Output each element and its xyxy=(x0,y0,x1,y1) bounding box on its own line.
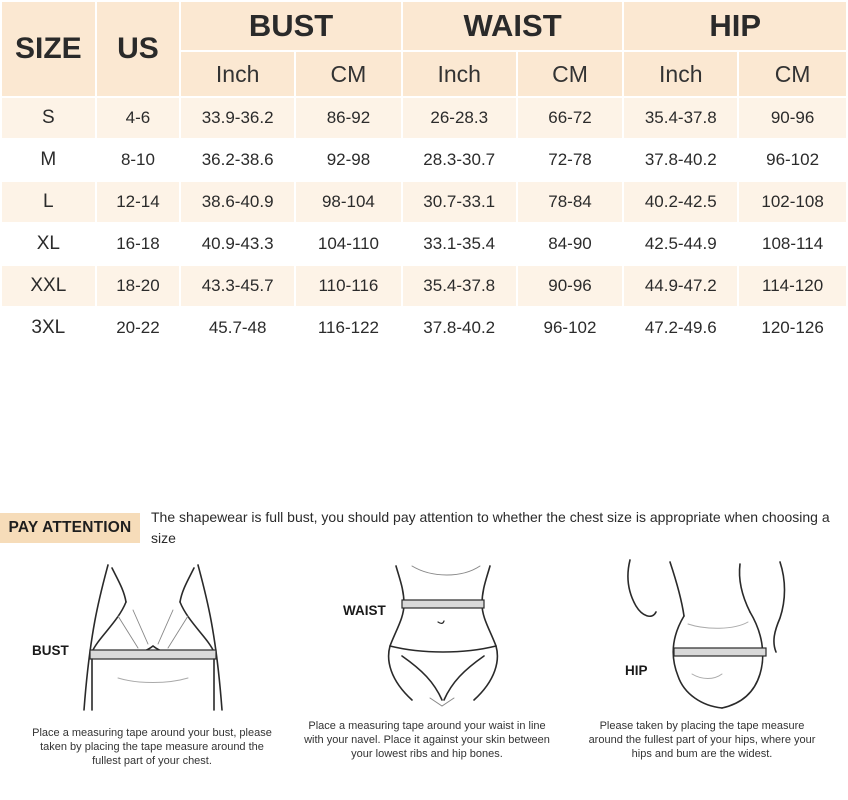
pay-attention-badge: PAY ATTENTION xyxy=(0,513,140,543)
table-cell: 45.7-48 xyxy=(208,318,267,337)
size-cell: L xyxy=(2,182,95,222)
table-row xyxy=(2,266,846,306)
table-cell: 66-72 xyxy=(518,98,623,138)
table-row xyxy=(2,308,846,348)
unit-header: CM xyxy=(296,52,401,96)
bust-illustration xyxy=(78,560,228,715)
table-cell: 78-84 xyxy=(518,182,623,222)
table-cell: 47.2-49.6 xyxy=(644,318,717,337)
unit-header: CM xyxy=(739,52,846,96)
waist-caption: Place a measuring tape around your waist in line with your navel. Place it against your skin between your lowest ribs and hip bones. xyxy=(304,720,550,760)
waist-label: WAIST xyxy=(343,603,386,618)
us-column-header: US xyxy=(97,2,180,96)
table-cell: 86-92 xyxy=(296,98,401,138)
table-cell: 90-96 xyxy=(739,98,846,138)
hip-label: HIP xyxy=(625,663,648,678)
table-cell: 102-108 xyxy=(739,182,846,222)
size-cell: XL xyxy=(36,233,60,254)
table-cell: 37.8-40.2 xyxy=(423,318,496,337)
table-cell: 18-20 xyxy=(97,266,180,306)
table-cell: 108-114 xyxy=(762,234,824,253)
table-cell: 40.2-42.5 xyxy=(624,182,737,222)
size-table-body xyxy=(2,98,846,348)
table-cell: 96-102 xyxy=(766,150,820,169)
unit-header: Inch xyxy=(181,52,294,96)
table-cell: 4-6 xyxy=(97,98,180,138)
table-cell: 110-116 xyxy=(296,266,401,306)
waist-illustration xyxy=(382,560,512,710)
table-cell: 44.9-47.2 xyxy=(624,266,737,306)
waist-group-header: WAIST xyxy=(403,2,623,50)
size-cell: 3XL xyxy=(31,317,66,338)
table-cell: 98-104 xyxy=(296,182,401,222)
size-chart-table xyxy=(0,0,848,350)
table-cell: 40.9-43.3 xyxy=(201,234,274,253)
table-cell: 92-98 xyxy=(326,150,371,169)
size-cell: S xyxy=(2,98,95,138)
unit-header: Inch xyxy=(403,52,516,96)
table-cell: 35.4-37.8 xyxy=(624,98,737,138)
table-cell: 90-96 xyxy=(518,266,623,306)
table-cell: 35.4-37.8 xyxy=(403,266,516,306)
bust-group-header: BUST xyxy=(181,2,401,50)
table-cell: 116-122 xyxy=(317,318,379,337)
table-cell: 84-90 xyxy=(548,234,592,253)
bust-label: BUST xyxy=(32,643,69,658)
table-cell: 33.1-35.4 xyxy=(423,234,496,253)
table-cell: 72-78 xyxy=(548,150,592,169)
table-cell: 20-22 xyxy=(116,318,160,337)
table-cell: 28.3-30.7 xyxy=(423,150,496,169)
table-cell: 36.2-38.6 xyxy=(201,150,274,169)
table-cell: 8-10 xyxy=(120,150,155,169)
bust-caption: Place a measuring tape around your bust, please taken by placing the tape measure around the fullest part of your chest. xyxy=(32,727,272,767)
hip-group-header: HIP xyxy=(624,2,846,50)
table-cell: 37.8-40.2 xyxy=(644,150,717,169)
table-cell: 43.3-45.7 xyxy=(181,266,294,306)
table-cell: 42.5-44.9 xyxy=(644,234,717,253)
size-cell: XXL xyxy=(2,266,95,306)
unit-header: CM xyxy=(518,52,623,96)
table-cell: 33.9-36.2 xyxy=(181,98,294,138)
size-column-header: SIZE xyxy=(2,2,95,96)
hip-illustration xyxy=(622,556,792,716)
table-cell: 96-102 xyxy=(543,318,597,337)
hip-caption: Please taken by placing the tape measure around the fullest part of your hips, where your hips and bum are the widest. xyxy=(588,720,816,760)
table-cell: 104-110 xyxy=(317,234,379,253)
unit-header: Inch xyxy=(624,52,737,96)
table-cell: 38.6-40.9 xyxy=(181,182,294,222)
table-cell: 114-120 xyxy=(739,266,846,306)
table-cell: 30.7-33.1 xyxy=(403,182,516,222)
table-cell: 12-14 xyxy=(97,182,180,222)
table-row xyxy=(2,182,846,222)
table-row xyxy=(2,224,846,264)
size-cell: M xyxy=(40,149,57,170)
table-row xyxy=(2,140,846,180)
attention-note: The shapewear is full bust, you should pay attention to whether the chest size is appropriate when choosing a size xyxy=(151,509,830,546)
table-row xyxy=(2,98,846,138)
table-cell: 26-28.3 xyxy=(403,98,516,138)
table-cell: 16-18 xyxy=(116,234,160,253)
table-cell: 120-126 xyxy=(761,318,824,337)
